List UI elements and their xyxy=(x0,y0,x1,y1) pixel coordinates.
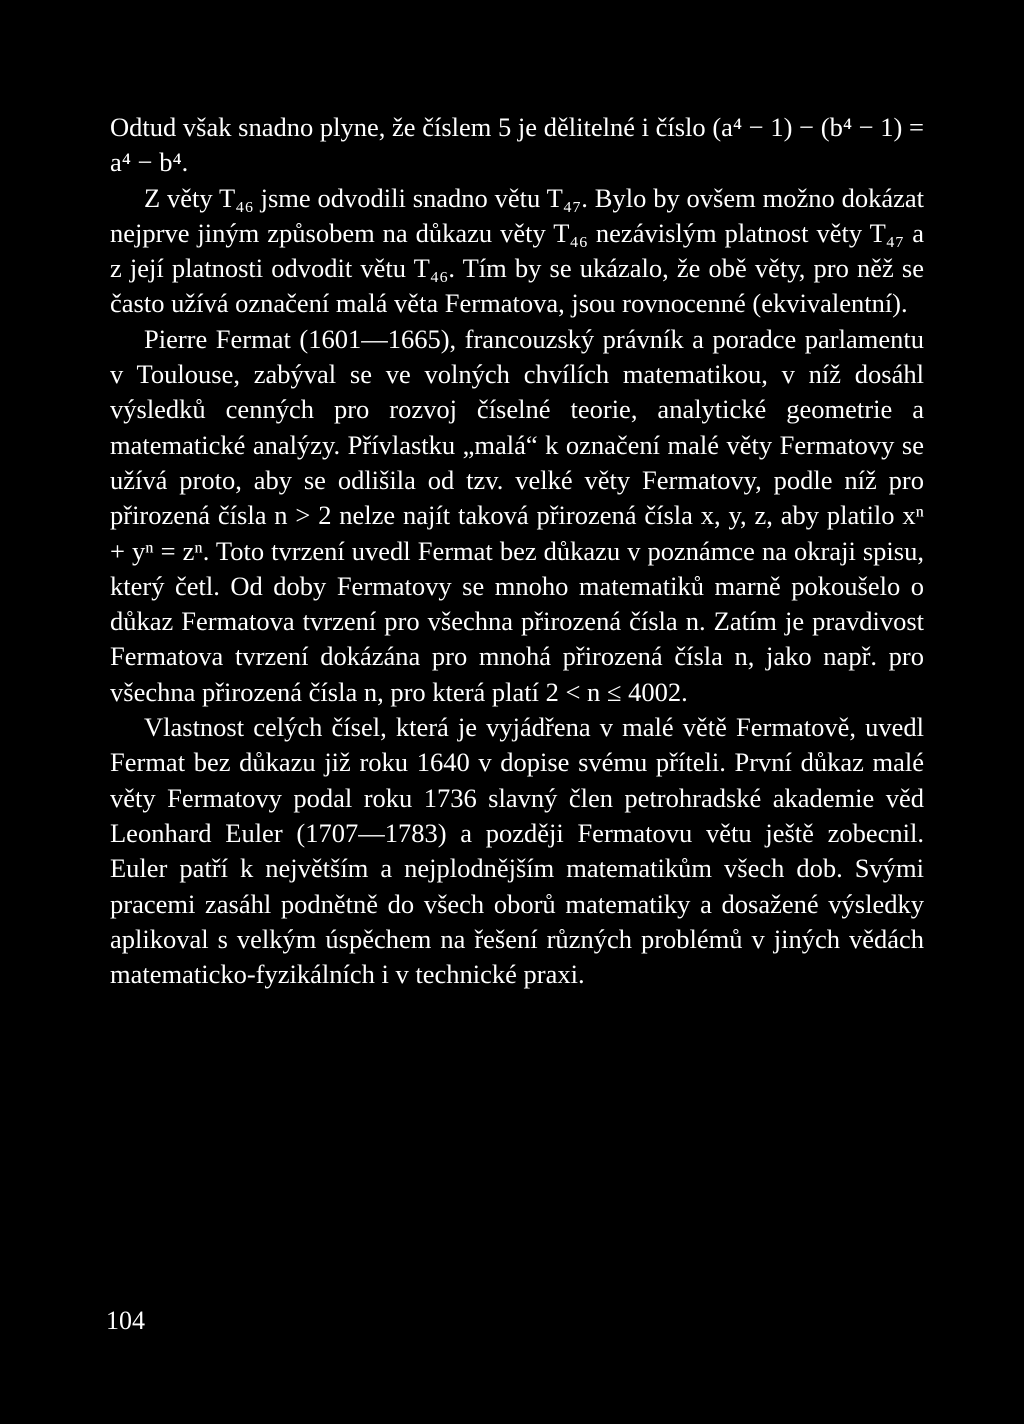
paragraph-3: Pierre Fermat (1601—1665), francouzský právník a poradce parlamentu v Toulouse, zabýval se ve volných chvílích matematikou, v níž dosáhl výsledků cenných pro rozvoj číselné teorie, analytické geometrie a matematické analýzy. Přívlastku „malá“ k označení malé věty Fermatovy se užívá proto, aby se odlišila od tzv. velké věty Fermatovy, podle níž pro přirozená čísla n > 2 nelze najít taková přirozená čísla x, y, z, aby platilo xⁿ + yⁿ = zⁿ. Toto tvrzení uvedl Fermat bez důkazu v poznámce na okraji spisu, který četl. Od doby Fermatovy se mnoho matematiků marně pokoušelo o důkaz Fermatova tvrzení pro všechna přirozená čísla n. Zatím je pravdivost Fermatova tvrzení dokázána pro mnohá přirozená čísla n, jako např. pro všechna přirozená čísla n, pro která platí 2 < n ≤ 4002. xyxy=(110,323,924,707)
page-number: 104 xyxy=(106,1306,145,1335)
body-text xyxy=(110,110,924,992)
paragraph-4: Vlastnost celých čísel, která je vyjádřena v malé větě Fermatově, uvedl Fermat bez důkazu již roku 1640 v dopise svému příteli. První důkaz malé věty Fermatovy podal roku 1736 slavný člen petrohradské akademie věd Leonhard Euler (1707—1783) a později Fermatovu větu ještě zobecnil. Euler patří k největším a nejplodnějším matematikům všech dob. Svými pracemi zasáhl podnětně do všech oborů matematiky a dosažené výsledky aplikoval s velkým úspěchem na řešení různých problémů v jiných vědách matematicko-fyzikálních i v technické praxi. xyxy=(110,712,924,990)
paragraph-1: Odtud však snadno plyne, že číslem 5 je dělitelné i číslo (a⁴ − 1) − (b⁴ − 1) = a⁴ − b⁴. xyxy=(110,112,924,178)
paragraph-2: Z věty T₄₆ jsme odvodili snadno větu T₄₇. Bylo by ovšem možno dokázat nejprve jiným způsobem na důkazu věty T₄₆ nezávislým platnost věty T₄₇ a z její platnosti odvodit větu T₄₆. Tím by se ukázalo, že obě věty, pro něž se často užívá označení malá věta Fermatova, jsou rovnocenné (ekvivalentní). xyxy=(110,182,924,319)
